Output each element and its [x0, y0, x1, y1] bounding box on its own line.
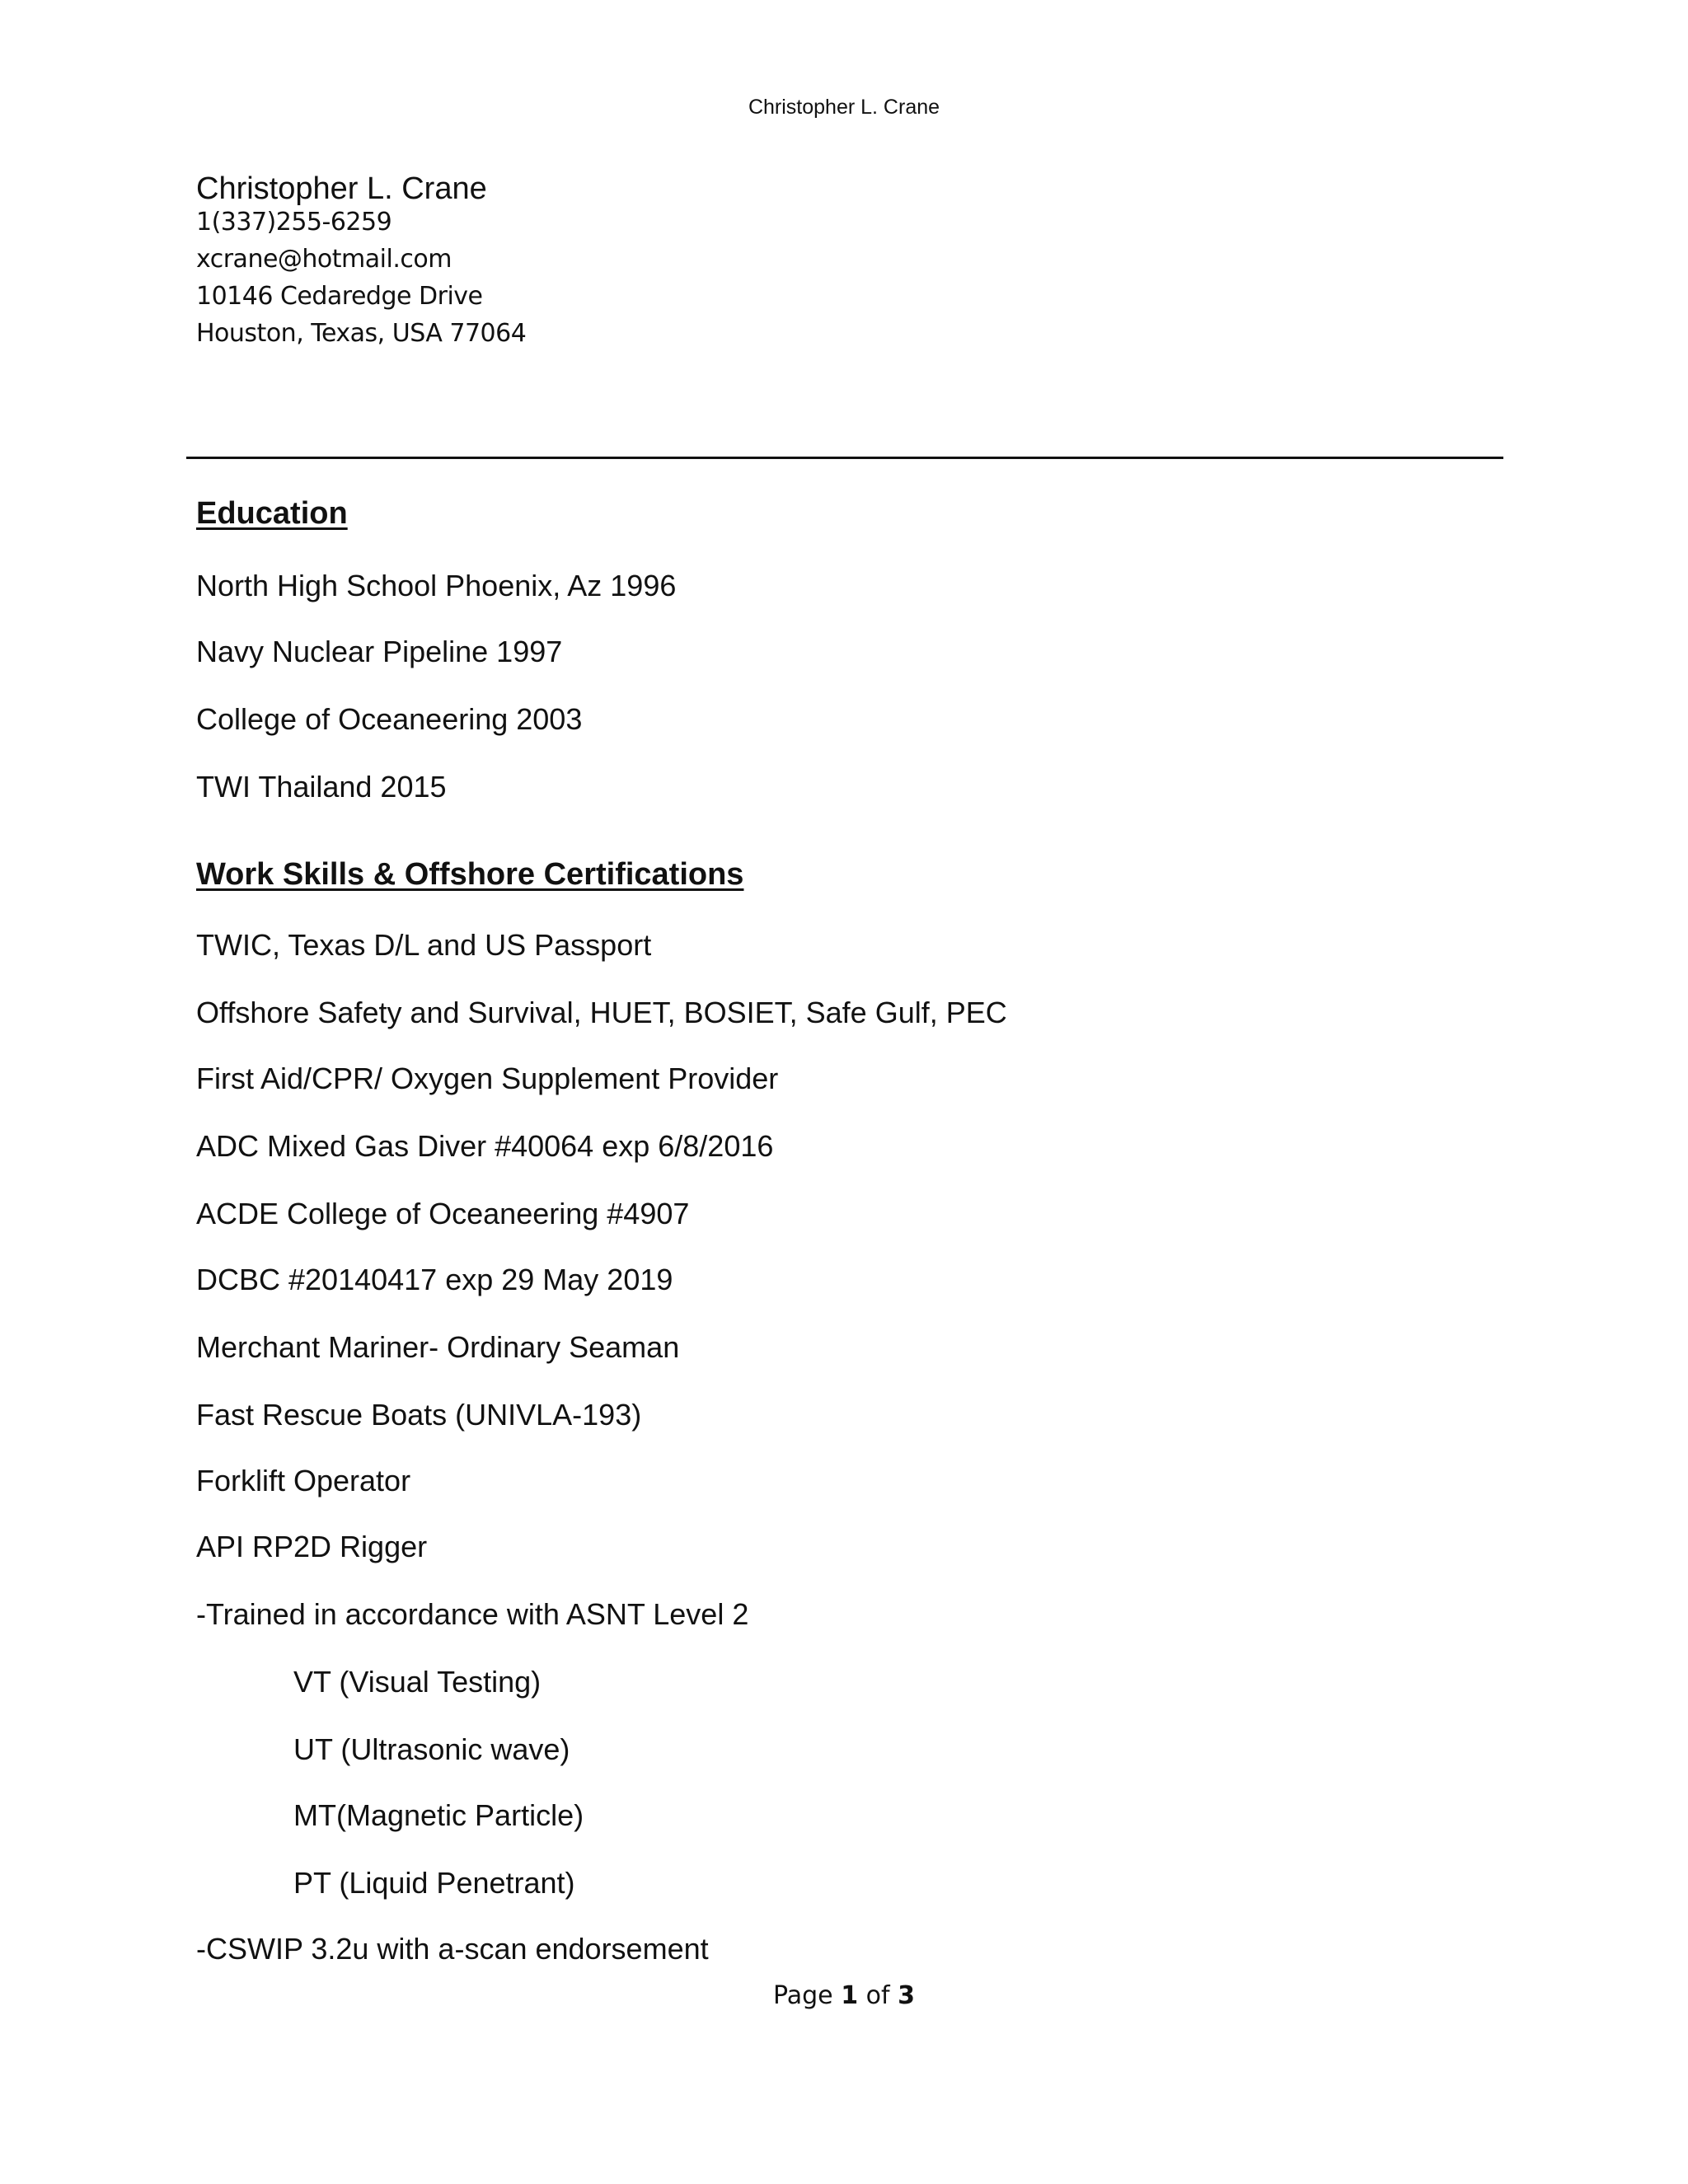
skill-item: First Aid/CPR/ Oxygen Supplement Provider [196, 1062, 779, 1095]
skill-item: Forklift Operator [196, 1464, 411, 1497]
candidate-name: Christopher L. Crane [196, 171, 487, 206]
education-heading: Education [196, 496, 348, 531]
skills-heading: Work Skills & Offshore Certifications [196, 857, 744, 892]
contact-email: xcrane@hotmail.com [196, 245, 452, 274]
horizontal-divider [186, 457, 1503, 459]
page-label: Page [773, 1981, 833, 2010]
education-item: Navy Nuclear Pipeline 1997 [196, 635, 563, 668]
ndt-method-item: UT (Ultrasonic wave) [293, 1732, 570, 1766]
contact-street: 10146 Cedaredge Drive [196, 282, 483, 311]
skill-item: TWIC, Texas D/L and US Passport [196, 928, 652, 962]
education-item: College of Oceaneering 2003 [196, 702, 583, 736]
contact-city: Houston, Texas, USA 77064 [196, 319, 527, 348]
skill-item: Fast Rescue Boats (UNIVLA-193) [196, 1398, 642, 1432]
running-header: Christopher L. Crane [748, 96, 940, 119]
skill-item: Merchant Mariner- Ordinary Seaman [196, 1330, 680, 1364]
education-item: North High School Phoenix, Az 1996 [196, 569, 677, 602]
page-footer [0, 1981, 1688, 2010]
ndt-method-item: PT (Liquid Penetrant) [293, 1866, 575, 1900]
skill-item: -CSWIP 3.2u with a-scan endorsement [196, 1932, 709, 1966]
ndt-method-item: MT(Magnetic Particle) [293, 1798, 584, 1832]
of-label: of [865, 1981, 890, 2010]
skill-item: ACDE College of Oceaneering #4907 [196, 1197, 690, 1230]
education-item: TWI Thailand 2015 [196, 770, 447, 804]
skill-item: DCBC #20140417 exp 29 May 2019 [196, 1263, 673, 1296]
skill-item: API RP2D Rigger [196, 1530, 428, 1563]
page-total: 3 [898, 1981, 915, 2010]
skill-item: -Trained in accordance with ASNT Level 2 [196, 1597, 749, 1631]
skill-item: ADC Mixed Gas Diver #40064 exp 6/8/2016 [196, 1129, 774, 1163]
page-number: 1 [841, 1981, 859, 2010]
ndt-method-item: VT (Visual Testing) [293, 1665, 542, 1699]
skill-item: Offshore Safety and Survival, HUET, BOSIET, Safe Gulf, PEC [196, 996, 1007, 1029]
contact-phone: 1(337)255-6259 [196, 208, 392, 237]
